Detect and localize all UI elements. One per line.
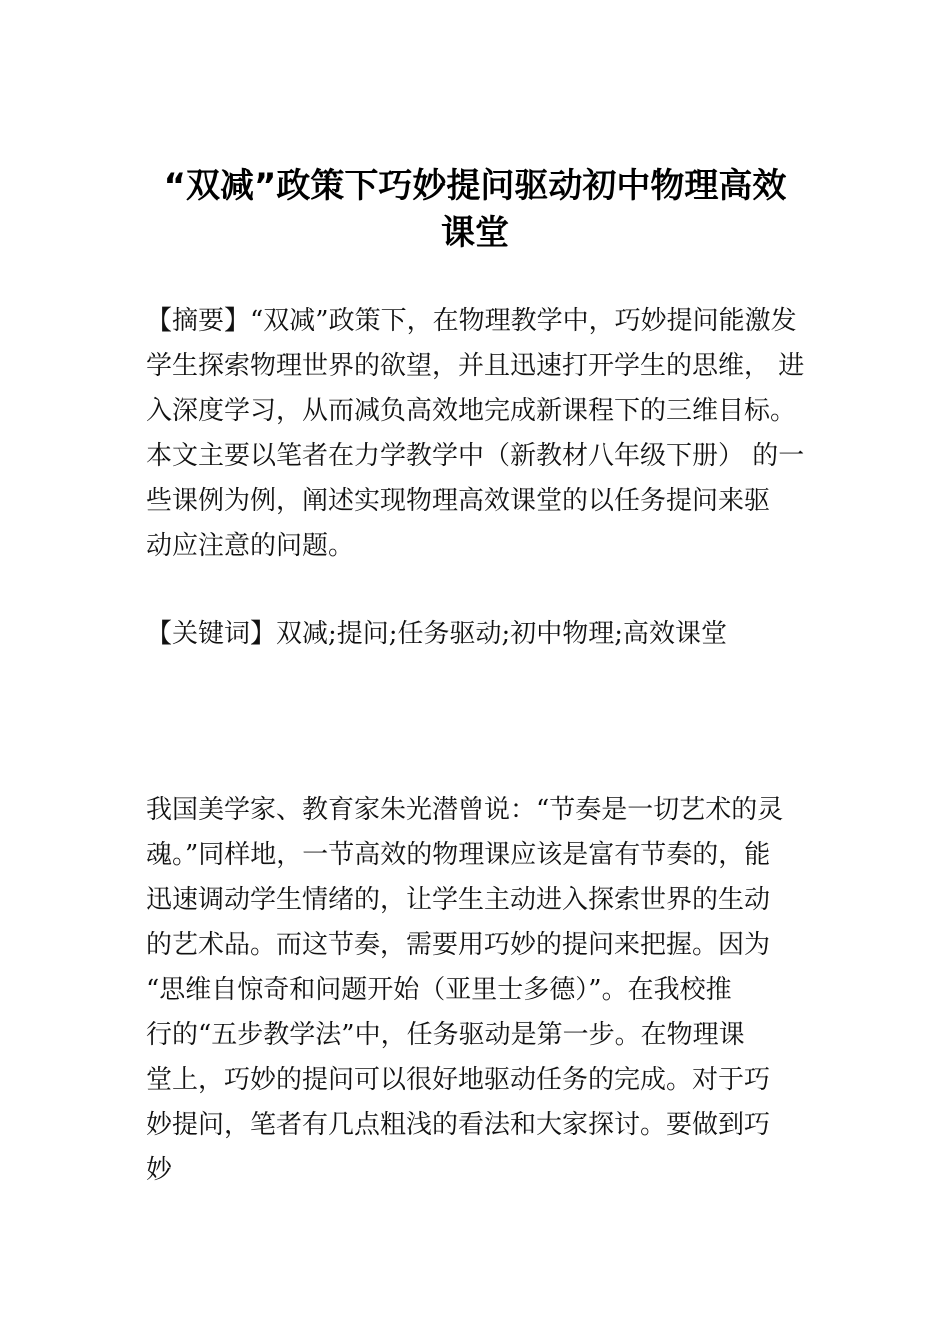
abstract-line: 入深度学习，从而减负高效地完成新课程下的三维目标。: [146, 396, 797, 426]
body-line: 迅速调动学生情绪的，让学生主动进入探索世界的生动: [146, 885, 771, 915]
keywords-paragraph: [146, 612, 816, 657]
body-line: “思维自惊奇和问题开始（亚里士多德）”。在我校推: [146, 975, 732, 1005]
abstract-line: 些课例为例，阐述实现物理高效课堂的以任务提问来驱: [146, 486, 771, 516]
body-line: 魂。”同样地，一节高效的物理课应该是富有节奏的，能: [146, 840, 771, 870]
title-line-2: 课堂: [441, 213, 509, 253]
body-line: 妙: [146, 1155, 173, 1185]
body-line: 妙提问，笔者有几点粗浅的看法和大家探讨。要做到巧: [146, 1110, 771, 1140]
abstract-paragraph: [146, 299, 816, 569]
title-line-1: “双减”政策下巧妙提问驱动初中物理高效: [163, 166, 787, 206]
abstract-line: 【摘要】“双减”政策下，在物理教学中，巧妙提问能激发: [146, 306, 797, 336]
document-title: [130, 163, 820, 257]
body-line: 的艺术品。而这节奏，需要用巧妙的提问来把握。因为: [146, 930, 771, 960]
body-paragraph: [146, 788, 816, 1193]
body-line: 堂上，巧妙的提问可以很好地驱动任务的完成。对于巧: [146, 1065, 771, 1095]
abstract-line: 本文主要以笔者在力学教学中（新教材八年级下册） 的一: [146, 441, 805, 471]
abstract-line: 动应注意的问题。: [146, 531, 355, 561]
body-line: 我国美学家、教育家朱光潜曾说：“节奏是一切艺术的灵: [146, 795, 784, 825]
body-line: 行的“五步教学法”中，任务驱动是第一步。在物理课: [146, 1020, 745, 1050]
abstract-line: 学生探索物理世界的欲望，并且迅速打开学生的思维， 进: [146, 351, 805, 381]
keywords-line: 【关键词】双减;提问;任务驱动;初中物理;高效课堂: [146, 619, 728, 649]
